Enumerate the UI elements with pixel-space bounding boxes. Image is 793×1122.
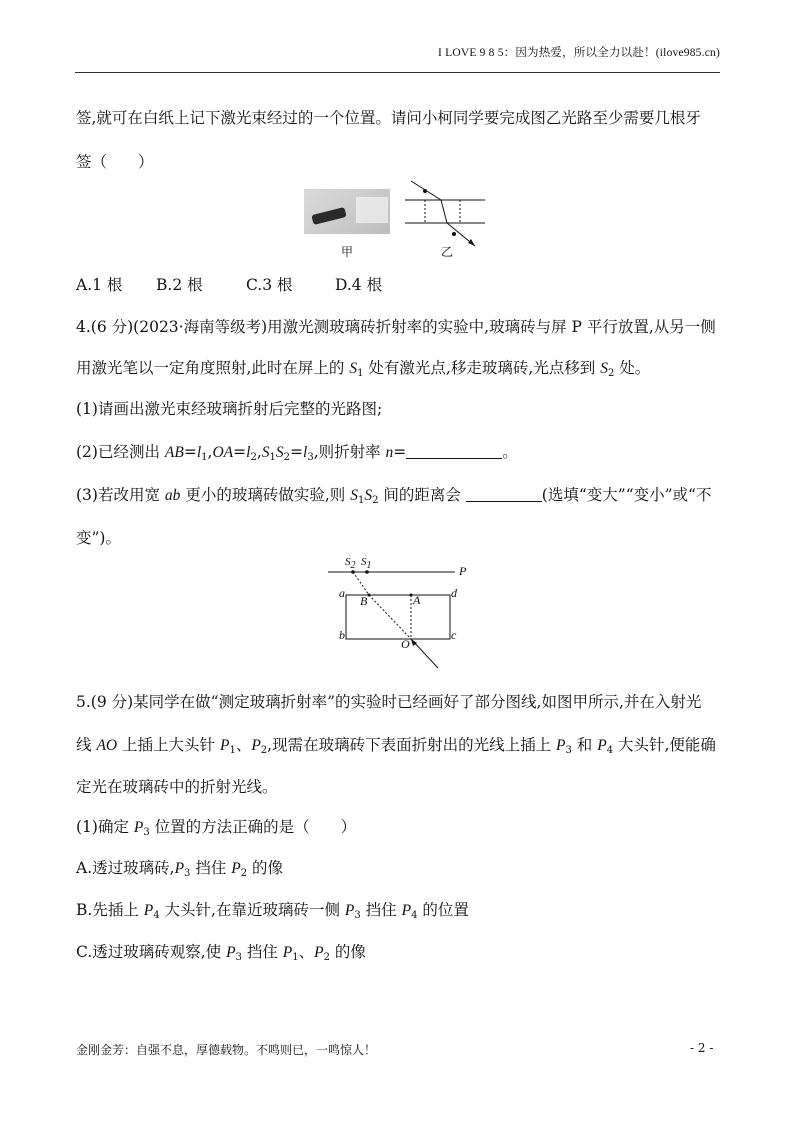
- q4-part2: (2)已经测出 $AB=l_1,OA=l_2,S_1S_2=l_3$,则折射率 n= 。: [76, 443, 518, 463]
- laser-pen-image: [311, 207, 346, 225]
- page-footer-motto: 金刚金芳：自强不息，厚德载物。不鸣则已，一鸣惊人！: [76, 1043, 377, 1057]
- q4-part3: (3)若改用宽 ab 更小的玻璃砖做实验,则 $S_1S_2$ 间的距离会 (选填“变大”“变小”或“不: [76, 486, 712, 506]
- label-b-point: B: [360, 594, 368, 608]
- answer-blank-n[interactable]: [406, 458, 502, 459]
- header-divider: [75, 72, 720, 73]
- label-p: P: [459, 564, 467, 578]
- label-s1: $S_1$: [361, 556, 372, 571]
- q4-line1: 4.(6 分)(2023·海南等级考)用激光测玻璃砖折射率的实验中,玻璃砖与屏 P 平行放置,从另一侧: [76, 318, 716, 336]
- q5-line1: 5.(9 分)某同学在做“测定玻璃折射率”的实验时已经画好了部分图线,如图甲所示,并在入射光: [76, 693, 702, 711]
- point-b: [368, 594, 371, 597]
- q5-option-a: A.透过玻璃砖$,P_3$ 挡住 $P_2$ 的像: [76, 859, 284, 879]
- q5-option-b: B.先插上 $P_4$ 大头针,在靠近玻璃砖一侧 $P_3$ 挡住 $P_4$ 的位置: [76, 901, 469, 921]
- q3-option-d: D.4 根: [335, 276, 383, 294]
- answer-blank-distance[interactable]: [466, 501, 542, 502]
- q4-part1: (1)请画出激光束经玻璃折射后完整的光路图;: [76, 400, 383, 418]
- glass-block-image: [356, 197, 388, 223]
- label-c-corner: c: [451, 628, 457, 642]
- pin-point-2: [452, 232, 456, 236]
- q3-line1: 签,就可在白纸上记下激光束经过的一个位置。请问小柯同学要完成图乙光路至少需要几根牙: [76, 109, 701, 127]
- q5-part1: (1)确定 $P_3$ 位置的方法正确的是（ ）: [76, 818, 357, 838]
- q3-options: [76, 273, 382, 295]
- q3-photo-jia: [304, 189, 390, 234]
- label-o-point: O: [401, 637, 410, 651]
- q4-line2: 用激光笔以一定角度照射,此时在屏上的 $S_1$ 处有激光点,移走玻璃砖,光点移到 $S_2$ 处。: [76, 359, 651, 379]
- q3-option-c: C.3 根: [246, 276, 293, 294]
- label-b-corner: b: [339, 628, 345, 642]
- q5-line2: 线 AO 上插上大头针 $P_1$、$P_2$,现需在玻璃砖下表面折射出的光线上插上 $P_3$ 和 $P_4$ 大头针,便能确: [76, 736, 716, 756]
- refracted-ray: [441, 200, 447, 223]
- q4-part3-end: 变”)。: [76, 529, 121, 547]
- label-d-corner: d: [451, 586, 457, 600]
- q5-line3: 定光在玻璃砖中的折射光线。: [76, 778, 278, 796]
- arrowhead: [468, 239, 475, 246]
- label-a-point: A: [413, 593, 421, 607]
- q3-option-a: A.1 根: [76, 276, 123, 294]
- extension-dashed: [369, 595, 411, 639]
- original-path-dashed: [353, 572, 369, 595]
- page-number: - 2 -: [690, 1041, 714, 1055]
- label-a-corner: a: [339, 586, 345, 600]
- q3-line2: 签（ ）: [76, 153, 154, 171]
- page-header: I LOVE 9 8 5：因为热爱，所以全力以赴！(ilove985.cn): [438, 47, 720, 59]
- q4-figure: [320, 555, 480, 673]
- caption-yi: 乙: [441, 245, 454, 259]
- pin-point-1: [423, 189, 427, 193]
- label-s2: $S_2$: [345, 556, 356, 571]
- q3-option-b: B.2 根: [156, 276, 203, 294]
- caption-jia: 甲: [341, 245, 354, 259]
- q5-option-c: C.透过玻璃砖观察,使 $P_3$ 挡住 $P_1$、$P_2$ 的像: [76, 943, 366, 963]
